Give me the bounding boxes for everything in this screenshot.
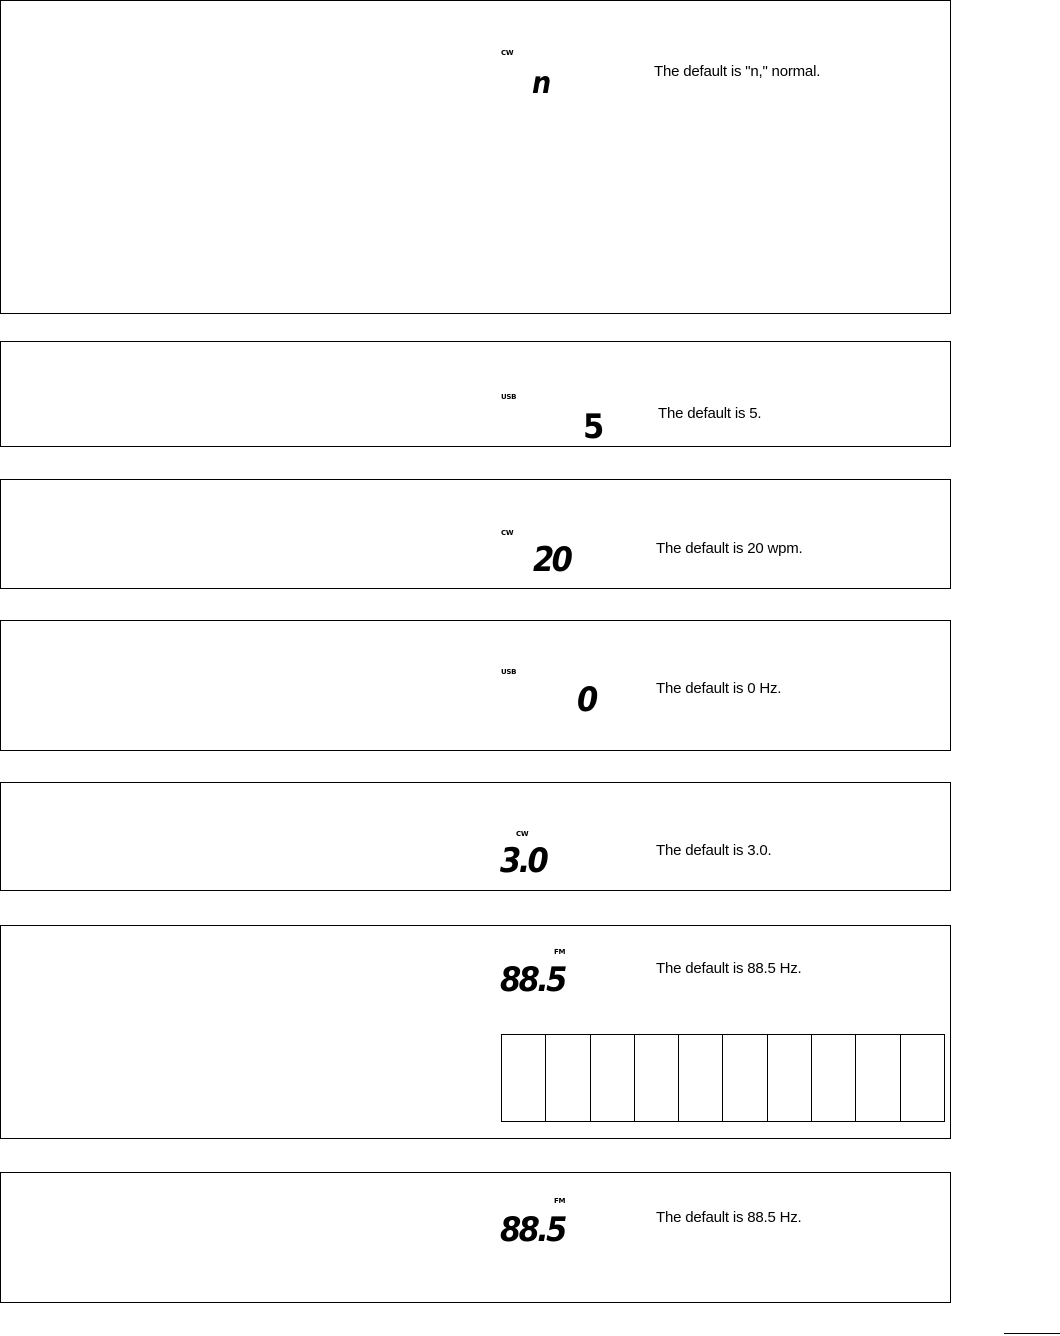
grid-cell xyxy=(545,1035,589,1121)
setting-panel-4 xyxy=(0,620,951,751)
default-value-text: The default is "n," normal. xyxy=(654,63,821,80)
lcd-mode-indicator: USB xyxy=(501,393,517,401)
setting-panel-3 xyxy=(0,479,951,589)
lcd-display-value: n xyxy=(532,66,549,101)
entry-grid xyxy=(501,1034,945,1122)
grid-cell xyxy=(634,1035,678,1121)
grid-cell xyxy=(590,1035,634,1121)
default-value-text: The default is 20 wpm. xyxy=(656,540,803,557)
grid-cell xyxy=(811,1035,855,1121)
setting-panel-2 xyxy=(0,341,951,447)
lcd-mode-indicator: USB xyxy=(501,668,517,676)
default-value-text: The default is 88.5 Hz. xyxy=(656,960,802,977)
page-edge-rule xyxy=(1004,1333,1060,1334)
lcd-display-value: 20 xyxy=(533,540,571,580)
grid-cell xyxy=(767,1035,811,1121)
lcd-display-value: 3.0 xyxy=(500,841,547,881)
setting-panel-5 xyxy=(0,782,951,891)
lcd-mode-indicator: CW xyxy=(501,49,514,57)
default-value-text: The default is 3.0. xyxy=(656,842,772,859)
lcd-mode-indicator: CW xyxy=(501,529,514,537)
lcd-mode-indicator: FM xyxy=(554,1197,566,1205)
grid-cell xyxy=(502,1035,545,1121)
grid-cell xyxy=(900,1035,944,1121)
lcd-display-value: 88.5 xyxy=(500,960,565,1000)
lcd-display-value: 88.5 xyxy=(500,1210,565,1250)
setting-panel-6 xyxy=(0,925,951,1139)
lcd-mode-indicator: FM xyxy=(554,948,566,956)
grid-cell xyxy=(722,1035,766,1121)
setting-panel-7 xyxy=(0,1172,951,1303)
default-value-text: The default is 5. xyxy=(658,405,762,422)
grid-cell xyxy=(855,1035,899,1121)
lcd-display-value: 5 xyxy=(583,407,602,447)
default-value-text: The default is 0 Hz. xyxy=(656,680,782,697)
default-value-text: The default is 88.5 Hz. xyxy=(656,1209,802,1226)
lcd-display-value: 0 xyxy=(577,680,596,720)
lcd-mode-indicator: CW xyxy=(516,830,529,838)
setting-panel-1 xyxy=(0,0,951,314)
grid-cell xyxy=(678,1035,722,1121)
